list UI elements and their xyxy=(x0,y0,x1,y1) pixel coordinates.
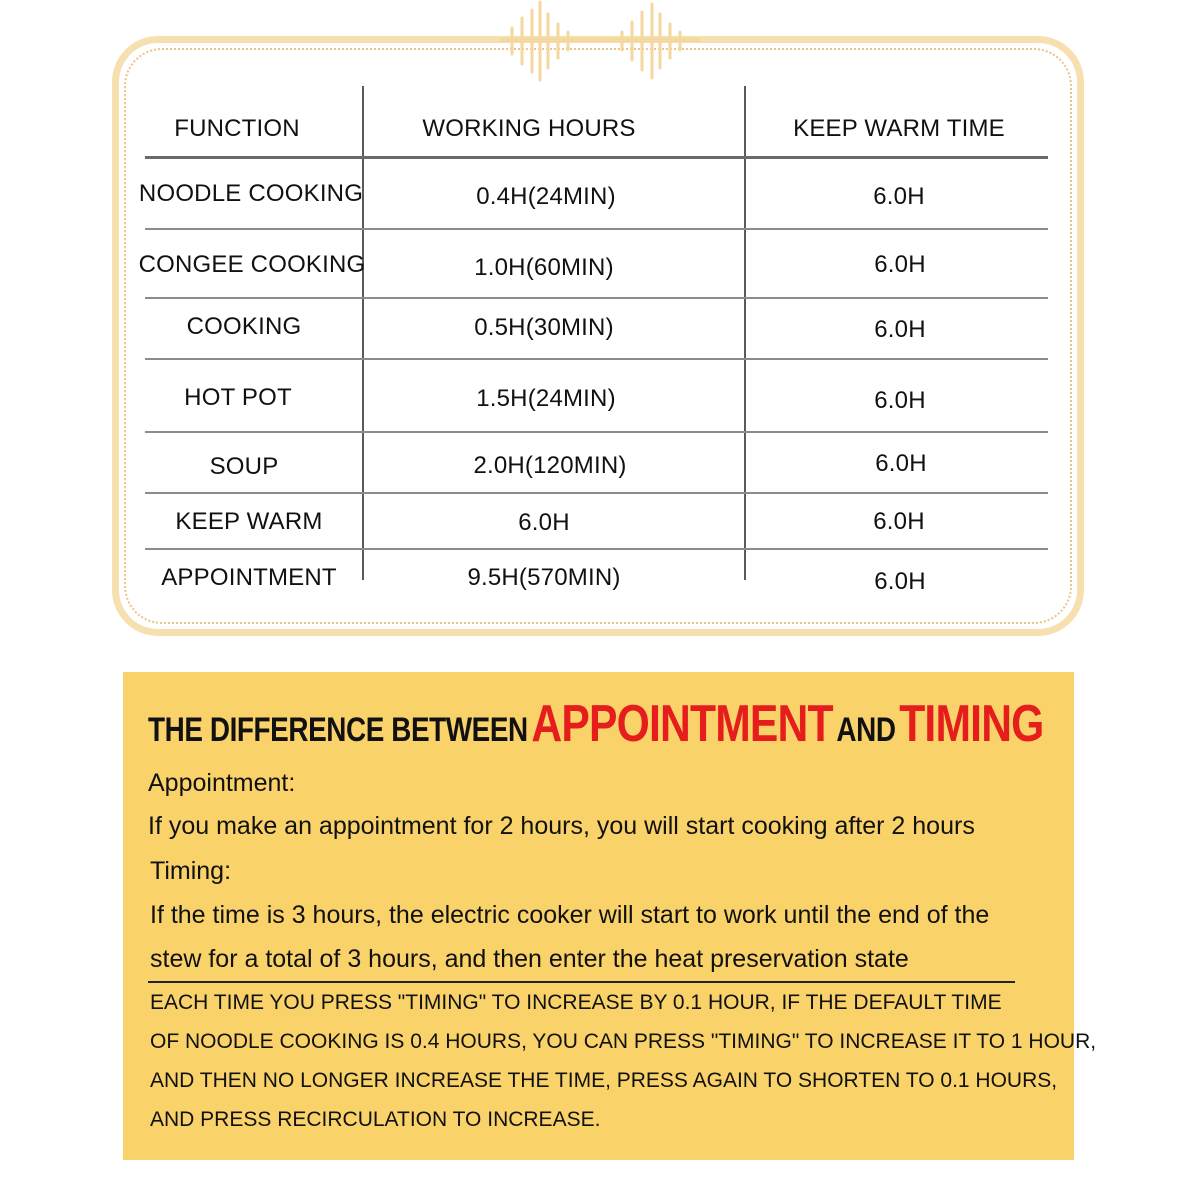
table-cell-working-hours: 2.0H(120MIN) xyxy=(473,452,627,479)
timing-description: If the time is 3 hours, the electric cooker will start to work until the end of the xyxy=(150,901,990,929)
table-cell-function: CONGEE COOKING xyxy=(138,251,366,278)
table-row-divider xyxy=(145,297,1048,299)
table-header-working-hours: WORKING HOURS xyxy=(422,115,636,142)
table-cell-keep-warm: 6.0H xyxy=(874,568,926,595)
heading-highlight-timing: TIMING xyxy=(899,695,1044,753)
table-row-divider xyxy=(145,548,1048,550)
table-cell-working-hours: 1.0H(60MIN) xyxy=(474,254,614,281)
table-cell-function: APPOINTMENT xyxy=(161,564,337,591)
table-header-divider xyxy=(145,156,1048,159)
table-cell-function: KEEP WARM xyxy=(175,508,323,535)
heading-text: THE DIFFERENCE BETWEEN xyxy=(148,711,528,749)
table-header-keep-warm-time: KEEP WARM TIME xyxy=(793,115,1005,142)
table-cell-keep-warm: 6.0H xyxy=(873,508,925,535)
table-cell-keep-warm: 6.0H xyxy=(874,251,926,278)
table-cell-working-hours: 9.5H(570MIN) xyxy=(467,564,621,591)
timing-label: Timing: xyxy=(150,857,232,885)
table-cell-function: COOKING xyxy=(186,313,302,340)
table-row-divider xyxy=(145,492,1048,494)
table-cell-keep-warm: 6.0H xyxy=(874,387,926,414)
appointment-description: If you make an appointment for 2 hours, you will start cooking after 2 hours xyxy=(148,812,975,840)
table-column-divider-1 xyxy=(362,86,364,580)
heading-highlight-appointment: APPOINTMENT xyxy=(531,695,833,753)
table-cell-function: HOT POT xyxy=(184,384,292,411)
table-cell-working-hours: 6.0H xyxy=(518,509,570,536)
timing-description: stew for a total of 3 hours, and then enter the heat preservation state xyxy=(150,945,909,973)
table-row-divider xyxy=(145,358,1048,360)
table-row-divider xyxy=(145,228,1048,230)
appointment-label: Appointment: xyxy=(148,769,296,797)
table-cell-working-hours: 0.4H(24MIN) xyxy=(476,183,616,210)
table-cell-keep-warm: 6.0H xyxy=(873,183,925,210)
note-line: OF NOODLE COOKING IS 0.4 HOURS, YOU CAN PRESS "TIMING" TO INCREASE IT TO 1 HOUR, xyxy=(150,1030,1097,1053)
table-cell-function: SOUP xyxy=(209,453,279,480)
table-row-divider xyxy=(145,431,1048,433)
section-divider xyxy=(148,981,1015,983)
table-cell-keep-warm: 6.0H xyxy=(875,450,927,477)
note-line: AND THEN NO LONGER INCREASE THE TIME, PRESS AGAIN TO SHORTEN TO 0.1 HOURS, xyxy=(150,1069,1058,1092)
table-cell-keep-warm: 6.0H xyxy=(874,316,926,343)
table-cell-working-hours: 0.5H(30MIN) xyxy=(474,314,614,341)
heading-text: AND xyxy=(836,711,896,749)
table-cell-function: NOODLE COOKING xyxy=(138,180,364,207)
note-line: AND PRESS RECIRCULATION TO INCREASE. xyxy=(150,1108,601,1131)
table-cell-working-hours: 1.5H(24MIN) xyxy=(476,385,616,412)
table-column-divider-2 xyxy=(744,86,746,580)
table-header-function: FUNCTION xyxy=(174,115,300,142)
note-line: EACH TIME YOU PRESS "TIMING" TO INCREASE BY 0.1 HOUR, IF THE DEFAULT TIME xyxy=(150,991,1002,1014)
panel-heading xyxy=(148,694,1044,754)
frame-ornament-icon xyxy=(500,0,700,82)
